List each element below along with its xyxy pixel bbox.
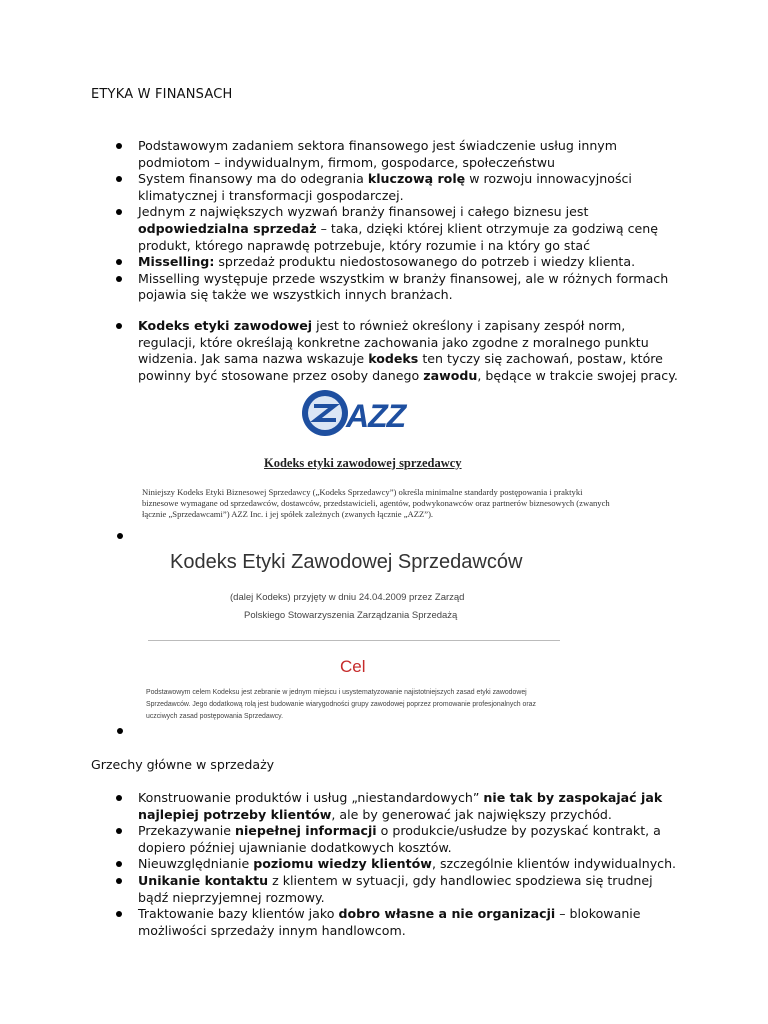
text-run: Podstawowym zadaniem sektora finansowego jest świadczenie usług innym podmiotom – indywidualnym, firmom, gospodarce, społeczeństwu: [138, 138, 618, 170]
kodeks-image-title: Kodeks Etyki Zawodowej Sprzedawców: [170, 551, 523, 573]
text-run: sprzedaż produktu niedostosowanego do potrzeb i wiedzy klienta.: [214, 254, 636, 270]
bullet-dot: [117, 728, 123, 734]
bold-text: kluczową rolę: [367, 171, 466, 187]
bold-text: kodeks: [368, 351, 419, 367]
text-run: System finansowy ma do odegrania: [138, 171, 368, 187]
list-item: [138, 171, 678, 204]
list-item: [138, 823, 678, 856]
document-title: ETYKA W FINANSACH: [91, 87, 233, 102]
bold-text: Unikanie kontaktu: [138, 872, 269, 888]
text-run: ten tyczy się zachowań, postaw, które powinny być stosowane przez osoby danego: [138, 351, 663, 383]
kodeks-paragraph: [138, 318, 678, 384]
bold-text: dobro własne a nie organizacji: [338, 906, 556, 922]
text-run: – blokowanie możliwości sprzedaży innym handlowcom.: [138, 906, 641, 938]
list-item: [138, 254, 678, 271]
list-item: [138, 790, 678, 823]
list-item: [138, 271, 678, 304]
bold-text: Kodeks etyki zawodowej: [138, 318, 313, 333]
text-run: Przekazywanie: [138, 823, 236, 839]
text-run: z klientem w sytuacji, gdy handlowiec spodziewa się trudnej bądź nieprzyjemnej rozmowy.: [138, 872, 653, 905]
text-run: , będące w trakcie swojej pracy.: [477, 367, 678, 383]
sins-bullet-list: [138, 790, 678, 939]
text-run: Konstruowanie produktów i usług „niestandardowych”: [138, 790, 484, 805]
text-run: Misselling występuje przede wszystkim w branży finansowej, ale w różnych formach pojawia się także we wszystkich innych branżach.: [138, 270, 669, 303]
list-item: [138, 873, 678, 906]
bold-text: Misselling:: [138, 254, 215, 270]
text-run: , szczególnie klientów indywidualnych.: [431, 856, 677, 872]
list-item: [138, 906, 678, 939]
bold-text: poziomu wiedzy klientów: [253, 856, 432, 872]
bold-text: zawodu: [423, 367, 478, 383]
text-run: Traktowanie bazy klientów jako: [138, 906, 339, 922]
text-run: jest to również określony i zapisany zespół norm, regulacji, które określają konkretne zachowania jako zgodne z moralnego punktu widzenia. Jak sama nazwa wskazuje: [138, 318, 649, 367]
text-run: w rozwoju innowacyjności klimatycznej i transformacji gospodarczej.: [138, 171, 632, 203]
text-run: , ale by generować jak największy przychód.: [331, 806, 612, 822]
text-run: – taka, dzięki której klient otrzymuje za godziwą cenę produkt, którego naprawdę potrzebuje, który rozumie i na który go stać: [138, 220, 658, 253]
bold-text: niepełnej informacji: [235, 823, 377, 839]
bold-text: odpowiedzialna sprzedaż: [138, 220, 317, 236]
kodeks-image-body: Podstawowym celem Kodeksu jest zebranie w jednym miejscu i usystematyzowanie najistotniejszych zasad etyki zawodowej Sprzedawców. Jego dodatkową rolą jest budowanie wiarygodności grupy zawodowej poprzez promowanie profesjonalnych oraz uczciwych zasad postępowania Sprzedawcy.: [146, 689, 536, 721]
bullet-dot: [117, 533, 123, 539]
section-title: Grzechy główne w sprzedaży: [91, 757, 275, 772]
divider: [148, 640, 560, 641]
list-item: [138, 856, 678, 873]
kodeks-image-subtitle-1: (dalej Kodeks) przyjęty w dniu 24.04.2009 przez Zarząd: [230, 592, 465, 603]
list-item: [138, 138, 678, 171]
kodeks-image-cel: Cel: [340, 657, 366, 676]
kodeks-image-subtitle-2: Polskiego Stowarzyszenia Zarządzania Sprzedażą: [244, 610, 458, 621]
text-run: Jednym z największych wyzwań branży finansowej i całego biznesu jest: [138, 204, 589, 220]
azz-body-text: Niniejszy Kodeks Etyki Biznesowej Sprzedawcy („Kodeks Sprzedawcy”) określa minimalne standardy postępowania i praktyki biznesowe wymagane od sprzedawców, dostawców, przedstawicieli, agentów, podwykonawców oraz partnerów biznesowych (zwanych łącznie „Sprzedawcami”) AZZ Inc. i jej spółek zależnych (zwanych łącznie „AZZ”).: [142, 487, 610, 520]
intro-bullet-list: [138, 138, 678, 304]
azz-heading: Kodeks etyki zawodowej sprzedawcy: [264, 456, 462, 470]
bold-text: nie tak by zaspokajać jak najlepiej potrzeby klientów: [138, 790, 663, 822]
text-run: o produkcie/usłudze by pozyskać kontrakt, a dopiero później ujawnianie dodatkowych kosztów.: [138, 823, 661, 855]
azz-logo-text: AZZ: [346, 398, 406, 434]
list-item: [138, 204, 678, 254]
text-run: Nieuwzględnianie: [138, 856, 254, 872]
